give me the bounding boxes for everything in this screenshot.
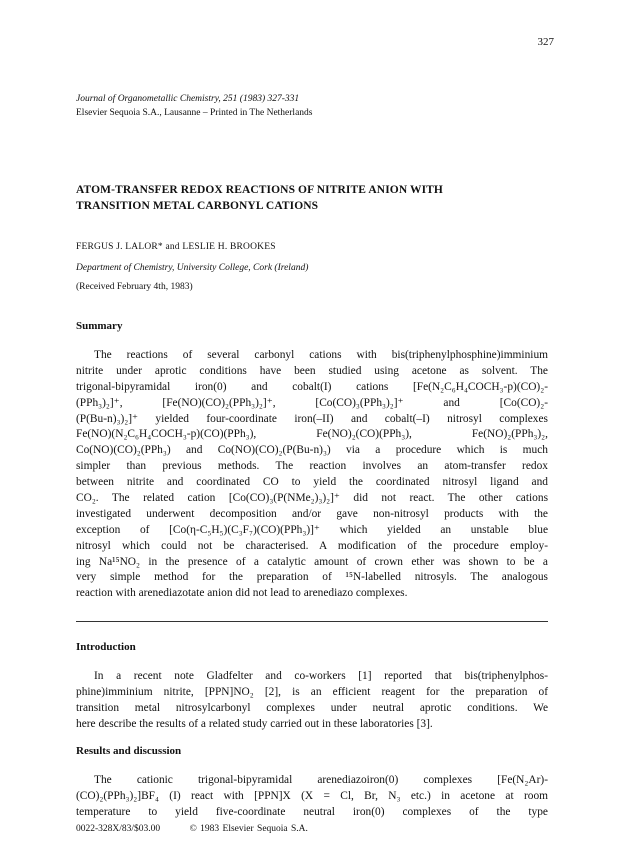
footer [76,824,334,834]
summary-line: CO₂. The related cation [Co(CO)₃(P(NMe₂)₃)₂]⁺ did not react. The other cations [76,492,548,505]
summary-line: Fe(NO)(N₂C₆H₄COCH₃-p)(CO)(PPh₃), Fe(NO)₂(CO)(PPh₃), Fe(NO)₂(PPh₃)₂, [76,428,548,441]
summary-line: investigated underwent decomposition and/or gave non-nitrosyl products with the [76,507,548,520]
results-heading: Results and discussion [76,745,182,757]
introduction-heading: Introduction [76,641,136,653]
publisher-line: Elsevier Sequoia S.A., Lausanne – Printed in The Netherlands [76,108,313,118]
intro-line: transition metal nitrosylcarbonyl complexes under neutral aprotic conditions. We [76,701,548,714]
intro-line: phine)imminium nitrite, [PPN]NO₂ [2], is an efficient reagent for the preparation of [76,685,548,698]
results-body [76,773,548,821]
summary-body [76,348,548,602]
summary-line: The reactions of several carbonyl cations with bis(triphenylphosphine)imminium [94,349,548,361]
introduction-body [76,669,548,733]
summary-line: (P(Bu-n)₃)₂]⁺ yielded four-coordinate iron(–II) and cobalt(–I) nitrosyl complexes [76,412,548,425]
summary-line: very simple method for the preparation of ¹⁵N-labelled nitrosyls. The analogous [76,571,548,584]
summary-line: ing Na¹⁵NO₂ in the presence of a catalytic amount of crown ether was shown to be a [76,555,548,568]
page-number: 327 [537,36,554,48]
summary-line: nitrosyl which could not be characterised. A modification of the procedure employ- [76,539,548,552]
article-title [76,182,556,214]
affiliation: Department of Chemistry, University College, Cork (Ireland) [76,263,309,273]
summary-line: exception of [Co(η-C₅H₅)(C₃F₇)(CO)(PPh₃)]⁺ which yielded an unstable blue [76,523,548,536]
title-line: ATOM-TRANSFER REDOX REACTIONS OF NITRITE ANION WITH [76,184,443,196]
summary-line: trigonal-bipyramidal iron(0) and cobalt(I) cations [Fe(N₂C₆H₄COCH₃-p)(CO)₂- [76,380,548,393]
summary-line: reaction with arenediazotate anion did not lead to arenediazo complexes. [76,587,408,600]
results-line: temperature to yield five-coordinate neutral iron(0) complexes of the type [76,805,548,818]
copyright: © 1983 Elsevier Sequoia S.A. [189,824,308,834]
intro-line: In a recent note Gladfelter and co-workers [1] reported that bis(triphenylphos- [94,670,548,682]
journal-header [76,92,312,120]
authors: FERGUS J. LALOR* and LESLIE H. BROOKES [76,242,276,252]
summary-line: nitrite under aprotic conditions have been studied using acetone as solvent. The [76,364,548,377]
results-line: The cationic trigonal-bipyramidal arenediazoiron(0) complexes [Fe(N₂Ar)- [94,774,548,786]
summary-line: Co(NO)(CO)₂(PPh₃) and Co(NO)(CO)₂(P(Bu-n)₃) via a procedure which is much [76,444,548,457]
results-line: (CO)₂(PPh₃)₂]BF₄ (I) react with [PPN]X (X = Cl, Br, N₃ etc.) in acetone at room [76,789,548,802]
journal-citation: Journal of Organometallic Chemistry, 251 (1983) 327-331 [76,94,300,104]
summary-line: between nitrite and coordinated CO to yield the coordinated nitrosyl ligand and [76,476,548,489]
received-date: (Received February 4th, 1983) [76,282,193,292]
intro-line: here describe the results of a related study carried out in these laboratories [3]. [76,717,433,730]
section-divider [76,621,548,622]
summary-heading: Summary [76,320,123,332]
summary-line: (PPh₃)₂]⁺, [Fe(NO)(CO)₂(PPh₃)₂]⁺, [Co(CO)₃(PPh₃)₂]⁺ and [Co(CO)₂- [76,396,548,409]
title-line: TRANSITION METAL CARBONYL CATIONS [76,200,319,212]
summary-line: simpler than previous methods. The reaction involves an atom-transfer redox [76,460,548,473]
article-code: 0022-328X/83/$03.00 [76,824,161,834]
